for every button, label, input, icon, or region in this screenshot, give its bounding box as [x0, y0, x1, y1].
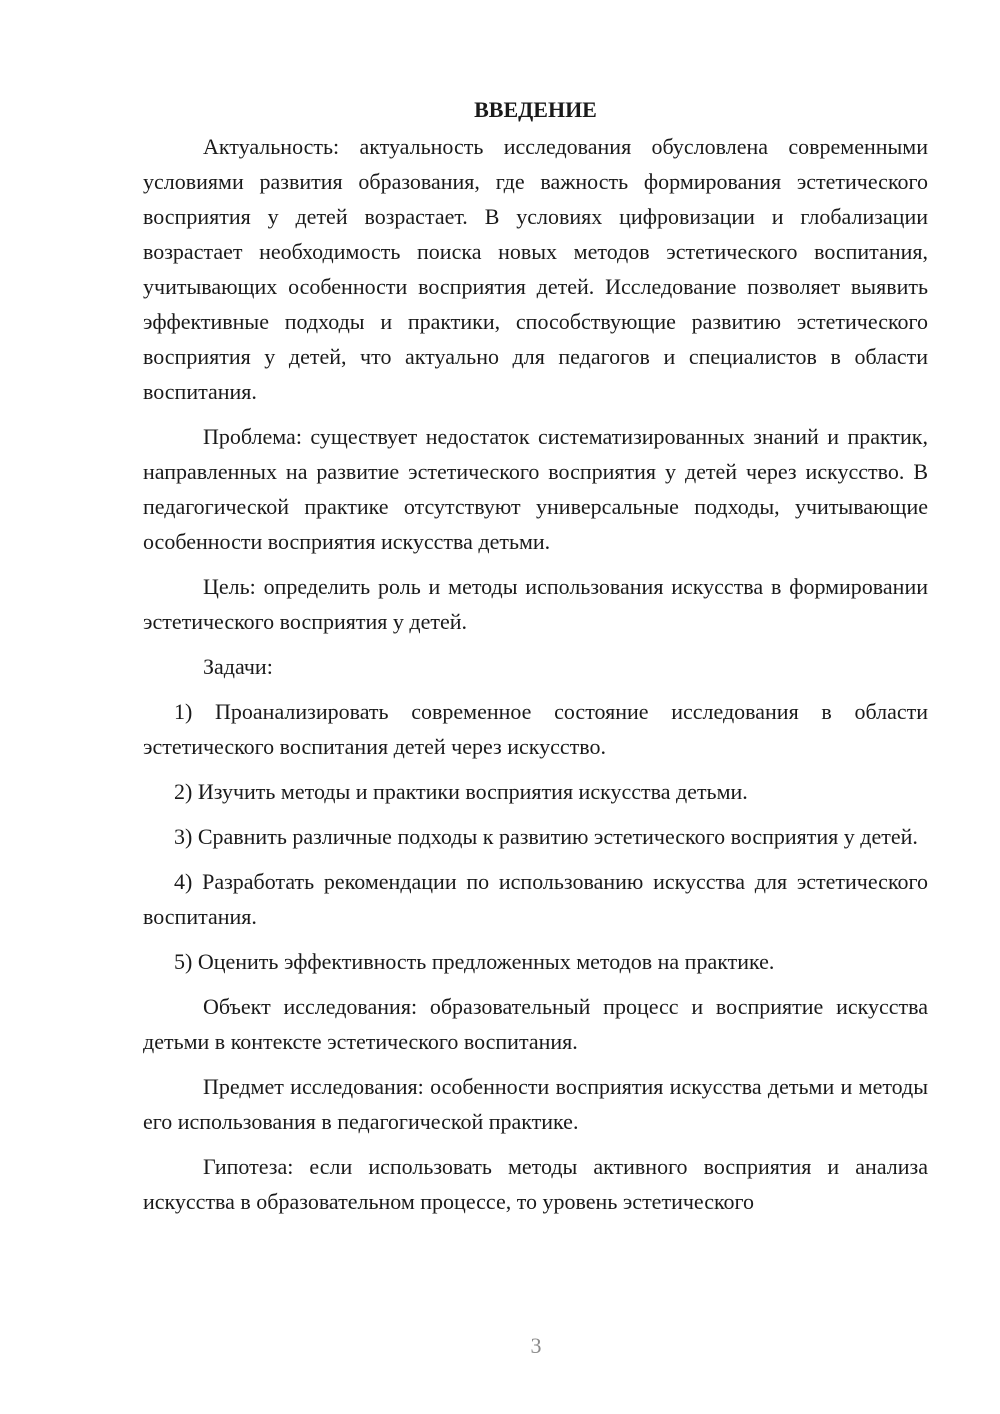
page-content	[143, 92, 928, 1229]
goal-paragraph: Цель: определить роль и методы использования искусства в формировании эстетического восприятия у детей.	[143, 574, 928, 634]
page-number: 3	[530, 1333, 542, 1358]
tasks-label: Задачи:	[203, 654, 273, 679]
subject-paragraph: Предмет исследования: особенности восприятия искусства детьми и методы его использования в педагогической практике.	[143, 1074, 928, 1134]
task-item-5: 5) Оценить эффективность предложенных методов на практике.	[174, 949, 775, 974]
task-item-2: 2) Изучить методы и практики восприятия искусства детьми.	[174, 779, 748, 804]
problem-paragraph: Проблема: существует недостаток систематизированных знаний и практик, направленных на развитие эстетического восприятия у детей через искусство. В педагогической практике отсутствуют универсальные подходы, учитывающие особенности восприятия искусства детьми.	[143, 424, 928, 554]
section-heading: ВВЕДЕНИЕ	[474, 97, 597, 122]
relevance-paragraph: Актуальность: актуальность исследования обусловлена современными условиями развития образования, где важность формирования эстетического восприятия у детей возрастает. В условиях цифровизации и глобализации возрастает необходимость поиска новых методов эстетического воспитания, учитывающих особенности восприятия детей. Исследование позволяет выявить эффективные подходы и практики, способствующие развитию эстетического восприятия у детей, что актуально для педагогов и специалистов в области воспитания.	[143, 134, 928, 404]
task-item-4: 4) Разработать рекомендации по использованию искусства для эстетического воспитания.	[143, 869, 928, 929]
task-item-1: 1) Проанализировать современное состояние исследования в области эстетического воспитания детей через искусство.	[143, 699, 928, 759]
task-item-3: 3) Сравнить различные подходы к развитию эстетического восприятия у детей.	[174, 824, 918, 849]
hypothesis-paragraph: Гипотеза: если использовать методы активного восприятия и анализа искусства в образовательном процессе, то уровень эстетического	[143, 1154, 928, 1214]
object-paragraph: Объект исследования: образовательный процесс и восприятие искусства детьми в контексте эстетического воспитания.	[143, 994, 928, 1054]
